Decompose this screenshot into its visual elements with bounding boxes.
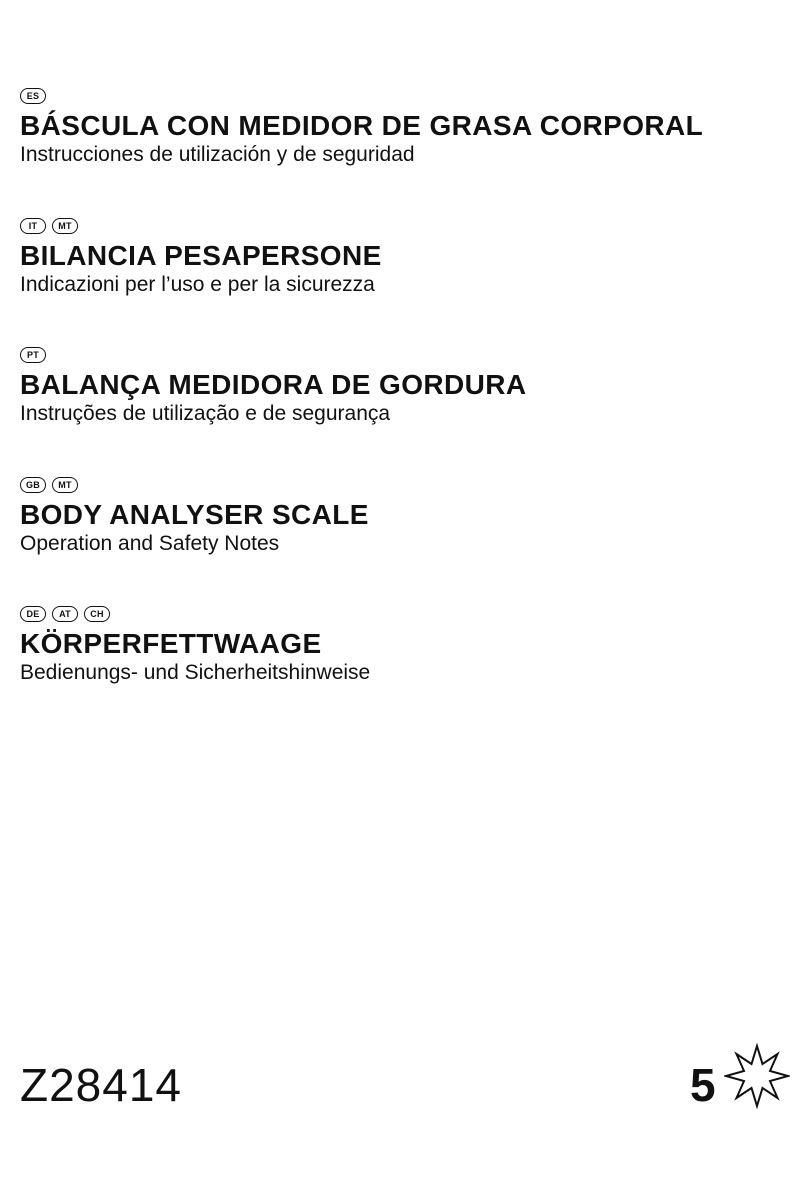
language-badge-es: ES [20,88,46,104]
section-pt [20,347,788,427]
section-title: BALANÇA MEDIDORA DE GORDURA [20,369,527,400]
language-badge-gb: GB [20,477,46,493]
page-number: 5 [690,1059,716,1111]
language-badge-at: AT [52,606,78,622]
language-badges [20,477,788,493]
language-badges [20,88,788,104]
model-number: Z28414 [20,1059,183,1111]
language-badge-ch: CH [84,606,110,622]
section-title: BODY ANALYSER SCALE [20,499,369,530]
star-outline-icon [724,1043,790,1109]
language-badges [20,218,788,234]
section-subtitle: Instruções de utilização e de segurança [20,402,391,425]
section-subtitle: Operation and Safety Notes [20,532,280,555]
language-badge-mt: MT [52,477,78,493]
section-subtitle: Instrucciones de utilización y de seguridad [20,143,415,166]
section-subtitle: Indicazioni per l’uso e per la sicurezza [20,273,375,296]
language-badge-de: DE [20,606,46,622]
language-badges [20,347,788,363]
section-de [20,606,788,686]
section-subtitle: Bedienungs- und Sicherheitshinweise [20,661,371,684]
language-badge-it: IT [20,218,46,234]
section-title: KÖRPERFETTWAAGE [20,628,322,659]
section-gb [20,477,788,557]
language-badge-mt: MT [52,218,78,234]
section-title: BÁSCULA CON MEDIDOR DE GRASA CORPORAL [20,110,704,141]
language-badge-pt: PT [20,347,46,363]
language-badges [20,606,788,622]
section-title: BILANCIA PESAPERSONE [20,240,382,271]
section-it [20,218,788,298]
section-es [20,88,788,168]
